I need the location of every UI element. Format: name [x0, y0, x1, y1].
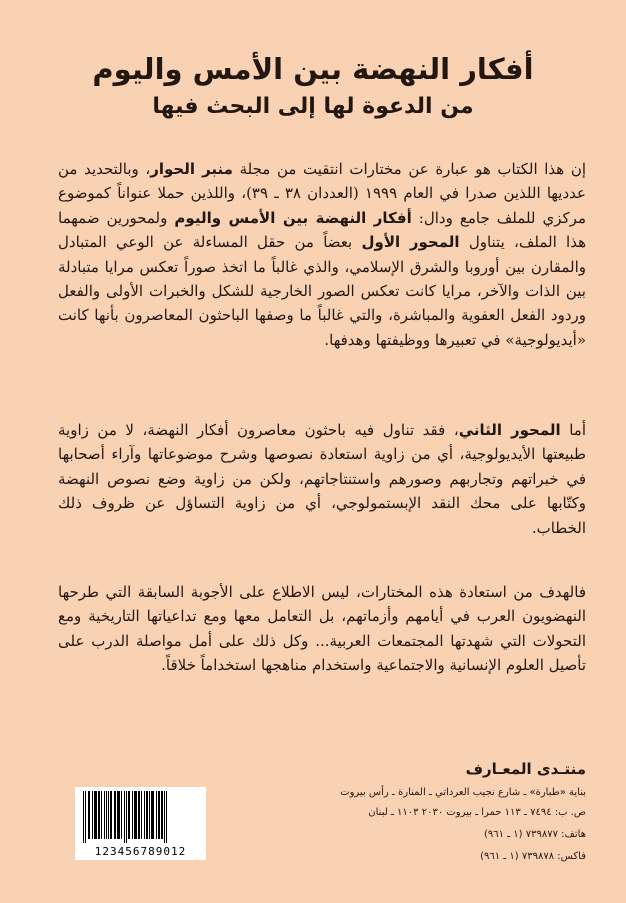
barcode-number: 123456789012 — [94, 845, 187, 858]
p1-text-e: ولمحورين ضمهما هذا الملف، يتناول — [58, 208, 586, 252]
barcode-stripe — [124, 791, 125, 843]
barcode-stripe — [128, 791, 130, 839]
book-subtitle: من الدعوة لها إلى البحث فيها — [152, 94, 474, 119]
paragraph-1 — [58, 157, 586, 352]
p1-magazine-name: منبر الحوار — [150, 160, 233, 178]
barcode-stripe — [151, 791, 154, 839]
barcode-stripe — [164, 791, 165, 843]
publisher-address: بناية «طبارة» ـ شارع نجيب العرداتي ـ المنارة ـ رأس بيروت — [340, 787, 586, 798]
barcode-stripe — [101, 791, 102, 839]
barcode-stripe — [110, 791, 112, 839]
barcode-stripe — [141, 791, 142, 839]
barcode-stripe — [88, 791, 90, 839]
publisher-name: منتـدى المعـارف — [465, 760, 586, 778]
barcode-stripe — [144, 791, 145, 839]
publisher-pobox: ص. ب: ٧٤٩٤ ـ ١١٣ حمرا ـ بيروت ٢٠٣٠ ١١٠٣ ـ لبنان — [368, 807, 586, 818]
publisher-fax: فاكس: ٧٣٩٨٧٨ (١ ـ ٩٦١) — [480, 851, 586, 862]
barcode-stripe — [94, 791, 97, 839]
paragraph-2 — [58, 418, 586, 540]
barcode-stripe — [114, 791, 116, 839]
barcode-stripe — [146, 791, 148, 839]
barcode-stripe — [149, 791, 150, 839]
p2-text-a: أما — [560, 421, 586, 439]
barcode-stripe — [83, 791, 84, 843]
book-title: أفكار النهضة بين الأمس واليوم — [92, 52, 534, 86]
barcode-stripe — [134, 791, 137, 839]
barcode-stripe — [161, 791, 163, 839]
p1-text-c: ، وبالتحديد من عدديها اللذين صدرا في العام ١٩٩٩ (العددان ٣٨ ـ ٣٩)، واللذين حملا عنواناً كموضوع مركزي للملف جامع ودال: — [58, 160, 586, 227]
barcode-stripe — [104, 791, 105, 839]
barcode-stripe — [106, 791, 107, 839]
barcode-stripe — [166, 791, 167, 843]
barcode-stripe — [126, 791, 127, 843]
barcode-stripe — [108, 791, 109, 839]
barcode — [75, 787, 206, 860]
p1-text-g: بعضاً من حقل المساءلة عن الوعي المتبادل والمقارن بين أوروبا والشرق الإسلامي، والذي غالباً ما اتخذ صوراً تعكس مرايا متبادلة بين الذات والآخر، مرايا كانت تعكس الصور الخارجية للشكل والخبرات الأولى والفعل وردود الفعل العفوية والمباشرة، والتي غالباً ما وصفها الباحثون المعاصرون بأنها كانت «أيديولوجية» في تعبيرها ووظيفتها وهدفها. — [58, 233, 586, 349]
barcode-stripe — [132, 791, 133, 839]
barcode-stripe — [98, 791, 100, 839]
publisher-phone: هاتف: ٧٣٩٨٧٧ (١ ـ ٩٦١) — [483, 829, 586, 840]
barcode-stripe — [138, 791, 140, 839]
barcode-stripe — [92, 791, 93, 839]
barcode-stripe — [117, 791, 120, 839]
barcode-stripe — [156, 791, 157, 839]
p1-first-axis: المحور الأول — [361, 233, 460, 252]
paragraph-3: فالهدف من استعادة هذه المختارات، ليس الاطلاع على الأجوبة السابقة التي طرحها النهضويون العرب في أيامهم وأزماتهم، بل التعامل معها ومع تداعياتها التاريخية ومع التحولات التي شهدتها المجتمعات العربية... وكل ذلك على أمل مواصلة الدرب على تأصيل العلوم الإنسانية والاجتماعية واستخدام مناهجها استخداماً خلاقاً. — [58, 583, 586, 675]
barcode-stripe — [158, 791, 160, 839]
p2-text-c: ، فقد تناول فيه باحثون معاصرون أفكار النهضة، لا من زاوية طبيعتها الأيديولوجية، أي من زاوية استعادة نصوصها وشرح موضوعاتها وآراء أصحابها في خبراتهم وتجاربهم وصورهم واستنتاجاتهم، ولكن من زاوية وضع نصوص النهضة وكتّابها على محك النقد الإبستمولوجي، أي من زاوية التساؤل عن ظروف ذلك الخطاب. — [58, 421, 586, 537]
p1-dossier-title: أفكار النهضة بين الأمس واليوم — [174, 208, 412, 227]
barcode-stripe — [121, 791, 122, 839]
barcode-bars — [81, 791, 200, 843]
barcode-stripe — [85, 791, 86, 843]
p1-text-a: إن هذا الكتاب هو عبارة عن مختارات انتقيت من مجلة — [232, 160, 587, 178]
p2-second-axis: المحور الثاني — [458, 421, 561, 439]
